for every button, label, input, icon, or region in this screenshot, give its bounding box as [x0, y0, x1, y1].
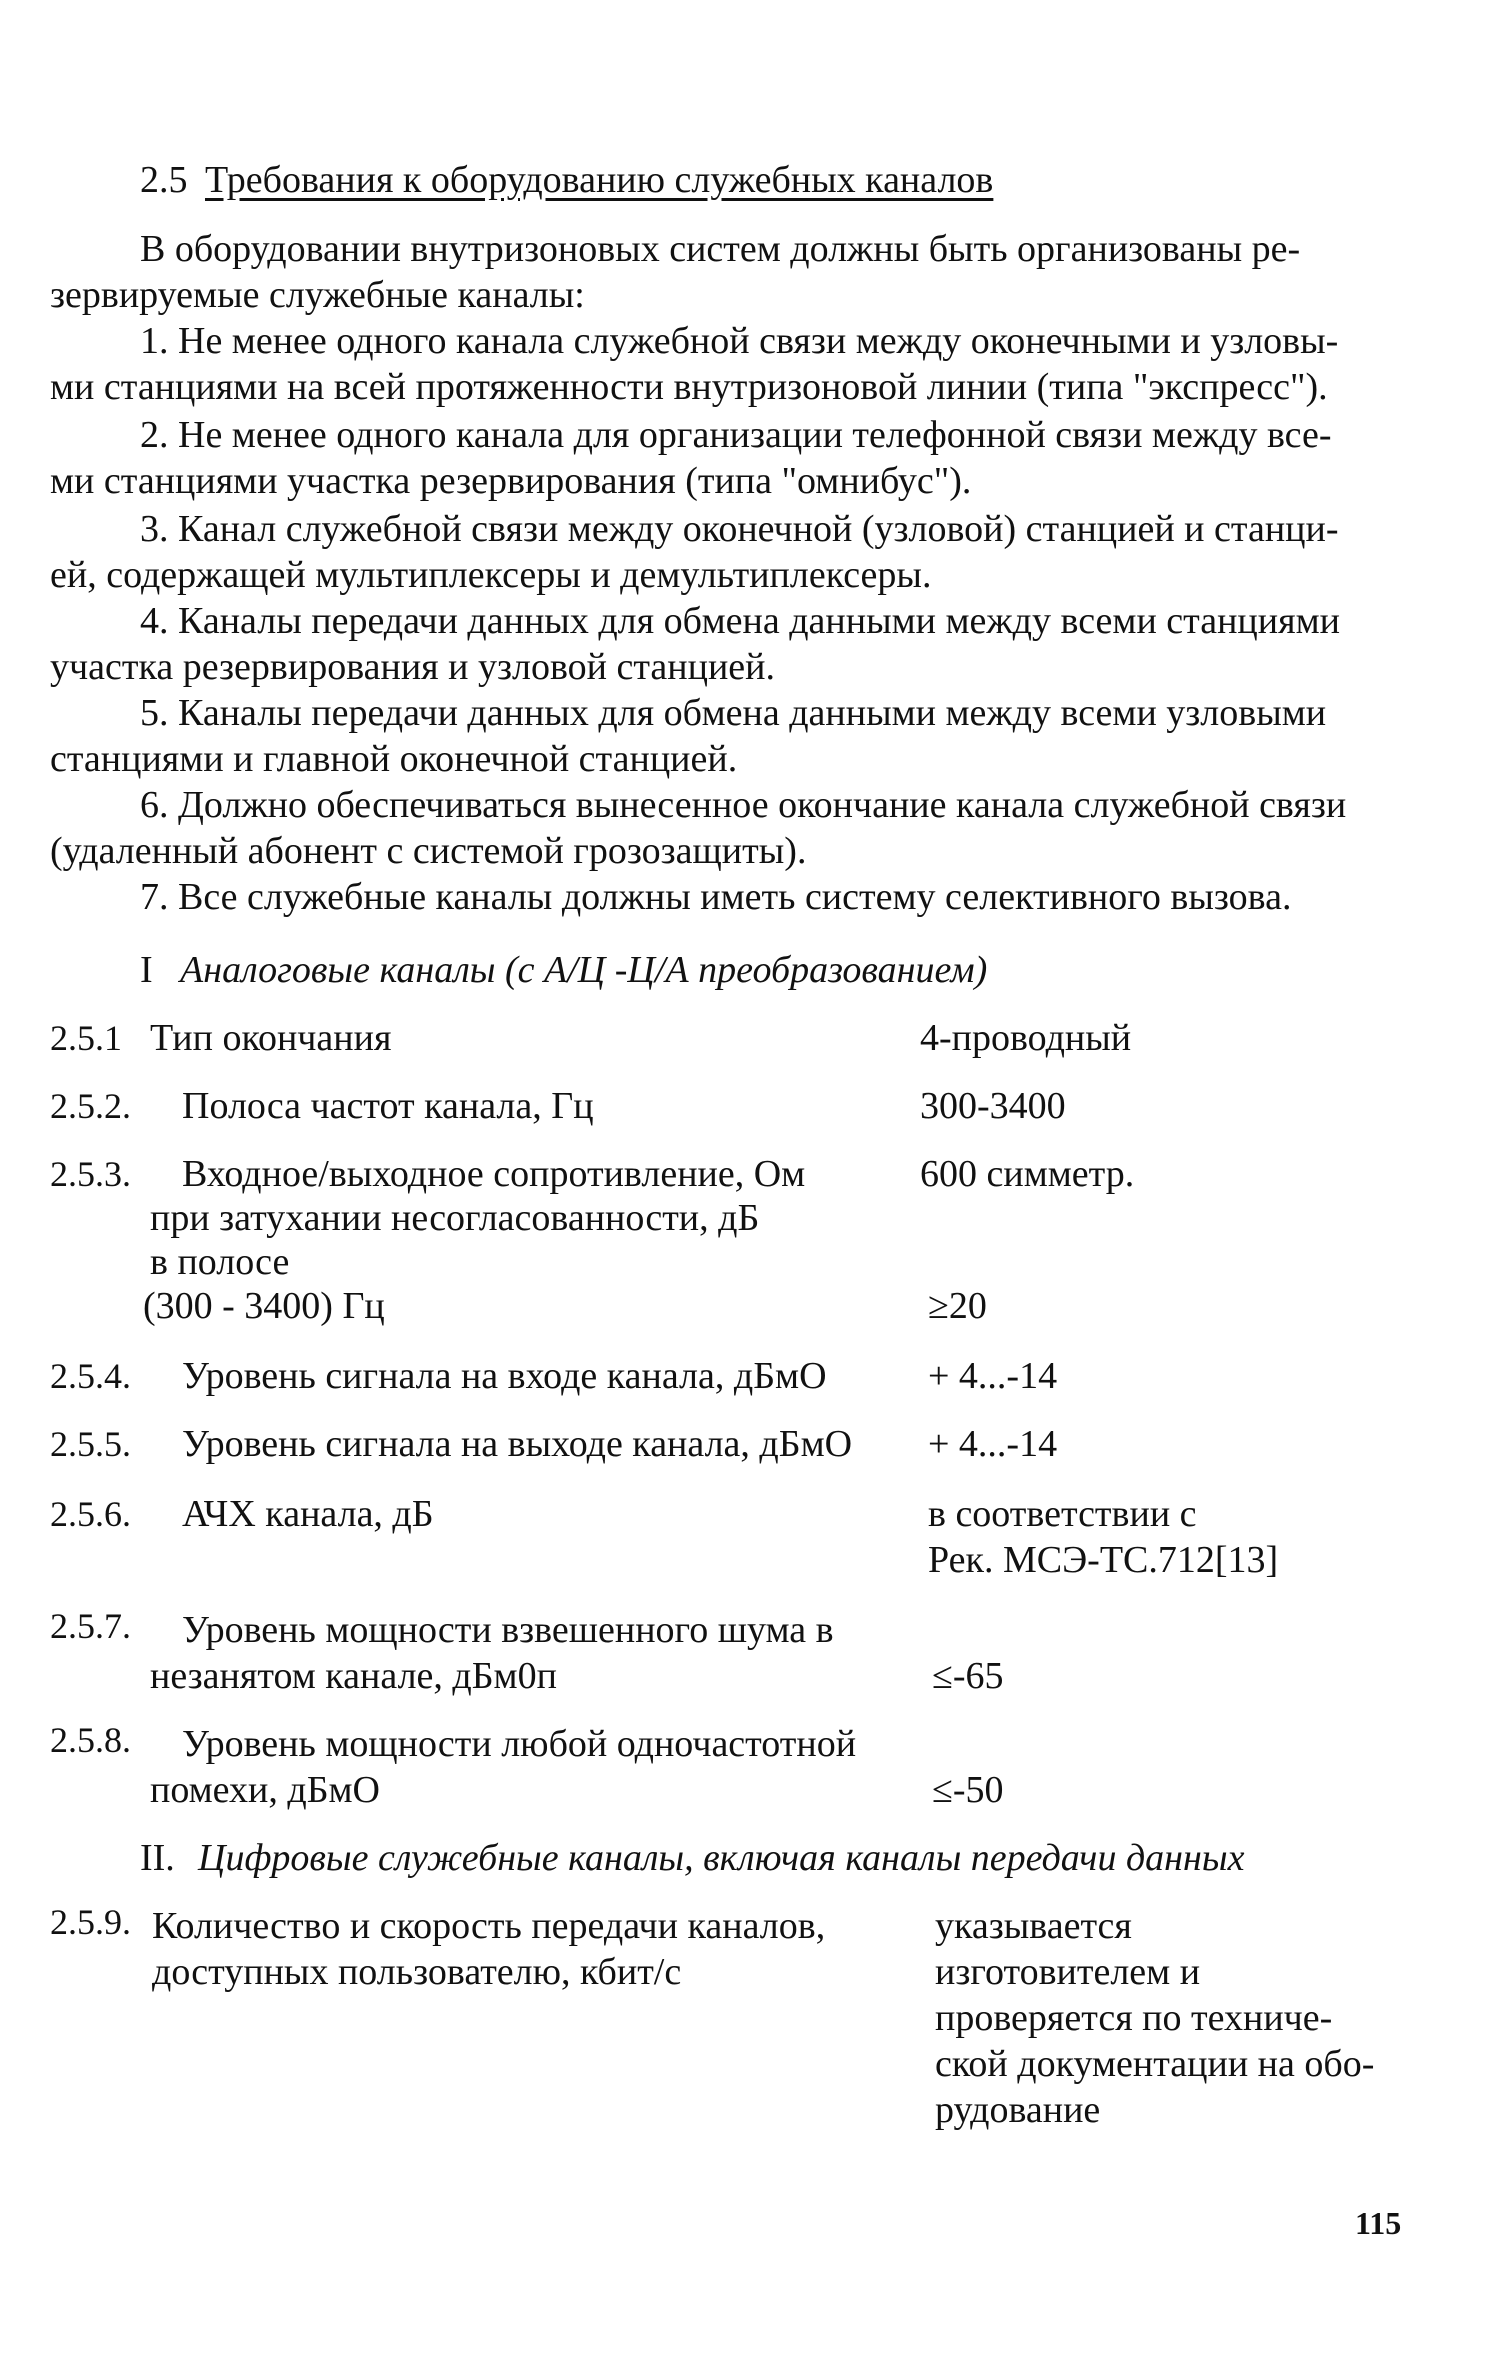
row-value: проверяется по техниче- [935, 1997, 1333, 2039]
list-item-5-line-2: станциями и главной оконечной станцией. [50, 738, 738, 780]
row-label-cont: (300 - 3400) Гц [143, 1285, 385, 1327]
list-item-3-line-2: ей, содержащей мультиплексеры и демультиплексеры. [50, 554, 932, 596]
part2-roman: II. [140, 1837, 175, 1879]
page-number: 115 [1355, 2205, 1402, 2241]
row-label-cont: при затухании несогласованности, дБ [150, 1197, 760, 1239]
row-value: 4-проводный [920, 1017, 1132, 1059]
list-item-1-line-1: 1. Не менее одного канала служебной связи между оконечными и узловы- [140, 320, 1339, 362]
list-item-3-line-1: 3. Канал служебной связи между оконечной (узловой) станцией и станци- [140, 508, 1339, 550]
row-value: изготовителем и [935, 1951, 1201, 1993]
list-item-7-line-1: 7. Все служебные каналы должны иметь систему селективного вызова. [140, 876, 1292, 918]
list-item-1-line-2: ми станциями на всей протяженности внутризоновой линии (типа "экспресс"). [50, 366, 1328, 408]
row-label: Уровень мощности взвешенного шума в [182, 1609, 834, 1651]
row-label: Тип окончания [150, 1017, 392, 1059]
list-item-2-line-1: 2. Не менее одного канала для организации телефонной связи между все- [140, 414, 1332, 456]
row-value: Рек. МСЭ-ТС.712[13] [928, 1539, 1279, 1581]
intro-line-1: В оборудовании внутризоновых систем должны быть организованы ре- [140, 228, 1301, 270]
row-number: 2.5.4. [50, 1356, 131, 1396]
list-item-4-line-2: участка резервирования и узловой станцией. [50, 646, 775, 688]
row-number: 2.5.8. [50, 1720, 131, 1760]
row-label: Количество и скорость передачи каналов, [152, 1905, 826, 1947]
list-item-6-line-2: (удаленный абонент с системой грозозащиты). [50, 830, 807, 872]
row-number: 2.5.5. [50, 1424, 131, 1464]
row-value: ≥20 [928, 1285, 987, 1327]
row-label: Входное/выходное сопротивление, Ом [182, 1153, 806, 1195]
part1-roman: I [140, 949, 153, 991]
list-item-5-line-1: 5. Каналы передачи данных для обмена данными между всеми узловыми [140, 692, 1327, 734]
section-number: 2.5 [140, 159, 188, 201]
row-value: указывается [935, 1905, 1132, 1947]
row-number: 2.5.2. [50, 1086, 131, 1126]
row-value: 300-3400 [920, 1085, 1066, 1127]
list-item-2-line-2: ми станциями участка резервирования (типа "омнибус"). [50, 460, 972, 502]
row-value: 600 симметр. [920, 1153, 1135, 1195]
row-label-cont: доступных пользователю, кбит/с [152, 1951, 682, 1993]
row-number: 2.5.6. [50, 1494, 131, 1534]
row-value: в соответствии с [928, 1493, 1197, 1535]
part1-heading: Аналоговые каналы (с А/Ц -Ц/А преобразованием) [180, 949, 988, 991]
row-label: АЧХ канала, дБ [182, 1493, 434, 1535]
row-label-cont: помехи, дБмО [150, 1769, 381, 1811]
row-value: ской документации на обо- [935, 2043, 1375, 2085]
row-label: Уровень мощности любой одночастотной [182, 1723, 857, 1765]
row-label-cont: в полосе [150, 1241, 290, 1283]
row-value: ≤-50 [932, 1769, 1004, 1811]
row-value: рудование [935, 2089, 1101, 2131]
row-number: 2.5.7. [50, 1606, 131, 1646]
section-title: Требования к оборудованию служебных каналов [205, 159, 994, 201]
row-label: Уровень сигнала на выходе канала, дБмО [182, 1423, 853, 1465]
row-value: + 4...-14 [928, 1355, 1058, 1397]
row-value: + 4...-14 [928, 1423, 1058, 1465]
list-item-4-line-1: 4. Каналы передачи данных для обмена данными между всеми станциями [140, 600, 1340, 642]
row-number: 2.5.3. [50, 1154, 131, 1194]
intro-line-2: зервируемые служебные каналы: [50, 274, 585, 316]
part2-heading: Цифровые служебные каналы, включая каналы передачи данных [198, 1837, 1245, 1879]
row-number: 2.5.9. [50, 1902, 131, 1942]
row-value: ≤-65 [932, 1655, 1004, 1697]
list-item-6-line-1: 6. Должно обеспечиваться вынесенное окончание канала служебной связи [140, 784, 1347, 826]
row-number: 2.5.1 [50, 1018, 122, 1058]
row-label: Полоса частот канала, Гц [182, 1085, 594, 1127]
row-label: Уровень сигнала на входе канала, дБмО [182, 1355, 827, 1397]
row-label-cont: незанятом канале, дБм0п [150, 1655, 557, 1697]
